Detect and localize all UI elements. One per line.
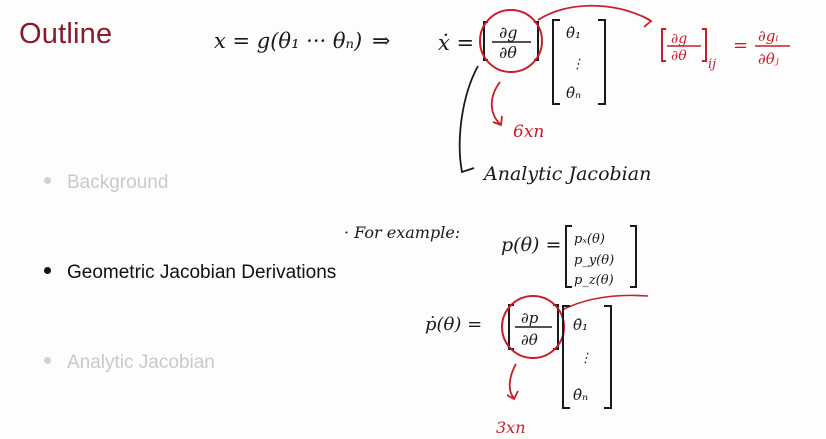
eq-x-equals-g: x = g(θ₁ ··· θₙ) [214, 29, 363, 53]
bracket-right-icon [553, 305, 558, 349]
equals-sign: = [733, 35, 749, 56]
pdot-equals: ṗ(θ) = [425, 314, 483, 335]
dtheta-j-denominator: ∂θⱼ [758, 50, 779, 68]
bullet-label: Geometric Jacobian Derivations [67, 262, 337, 283]
dimension-3xn: 3xn [496, 418, 526, 437]
pz-entry: p_z(θ) [574, 273, 614, 288]
arrowhead-icon [642, 16, 651, 27]
bullet-label: Background [67, 172, 169, 193]
eq-xdot: ẋ = [438, 31, 475, 55]
red-dtheta-denominator: ∂θ [671, 48, 687, 64]
bracket-right-icon [604, 306, 611, 408]
vertical-dots: ⋮ [571, 57, 584, 72]
bracket-left-icon [553, 20, 560, 104]
dimension-6xn: 6xn [513, 122, 545, 142]
red-dg-numerator: ∂g [671, 31, 688, 47]
red-curve-arrow-icon [538, 6, 650, 20]
subscript-ij: ij [708, 57, 717, 72]
dtheta-denominator: ∂θ [499, 43, 517, 62]
analytic-jacobian-label: Analytic Jacobian [484, 163, 652, 185]
black-pointer-icon [460, 66, 478, 172]
bracket-right-icon [534, 22, 538, 60]
implies-icon: ⇒ [372, 29, 391, 54]
dp-theta-denominator: ∂θ [521, 331, 538, 349]
py-entry: p_y(θ) [574, 253, 615, 268]
theta-dot-n: θ̇ₙ [573, 386, 589, 404]
bracket-left-icon [509, 305, 514, 349]
px-entry: pₓ(θ) [574, 232, 605, 247]
slide-title: Outline [19, 18, 113, 50]
theta-dot-n: θ̇ₙ [566, 84, 582, 102]
theta-dot-1: θ̇₁ [573, 316, 589, 334]
red-underline-stroke [562, 295, 648, 310]
bracket-right-icon [630, 226, 636, 287]
bracket-left-icon [662, 29, 666, 61]
dgi-numerator: ∂gᵢ [758, 27, 779, 45]
theta-dot-1: θ̇₁ [566, 24, 582, 42]
bullet-label: Analytic Jacobian [67, 352, 215, 373]
red-down-arrow-icon [492, 82, 500, 124]
bracket-right-icon [598, 20, 605, 104]
dg-numerator: ∂g [499, 23, 518, 42]
vertical-dots: ⋮ [579, 351, 592, 366]
p-theta-equals: p(θ) = [501, 234, 562, 256]
bracket-left-icon [484, 22, 488, 60]
bracket-right-icon [702, 29, 706, 61]
for-example-label: · For example: [344, 223, 461, 242]
red-down-arrow-icon [510, 364, 516, 398]
dp-numerator: ∂p [521, 309, 539, 327]
bracket-left-icon [566, 226, 572, 287]
